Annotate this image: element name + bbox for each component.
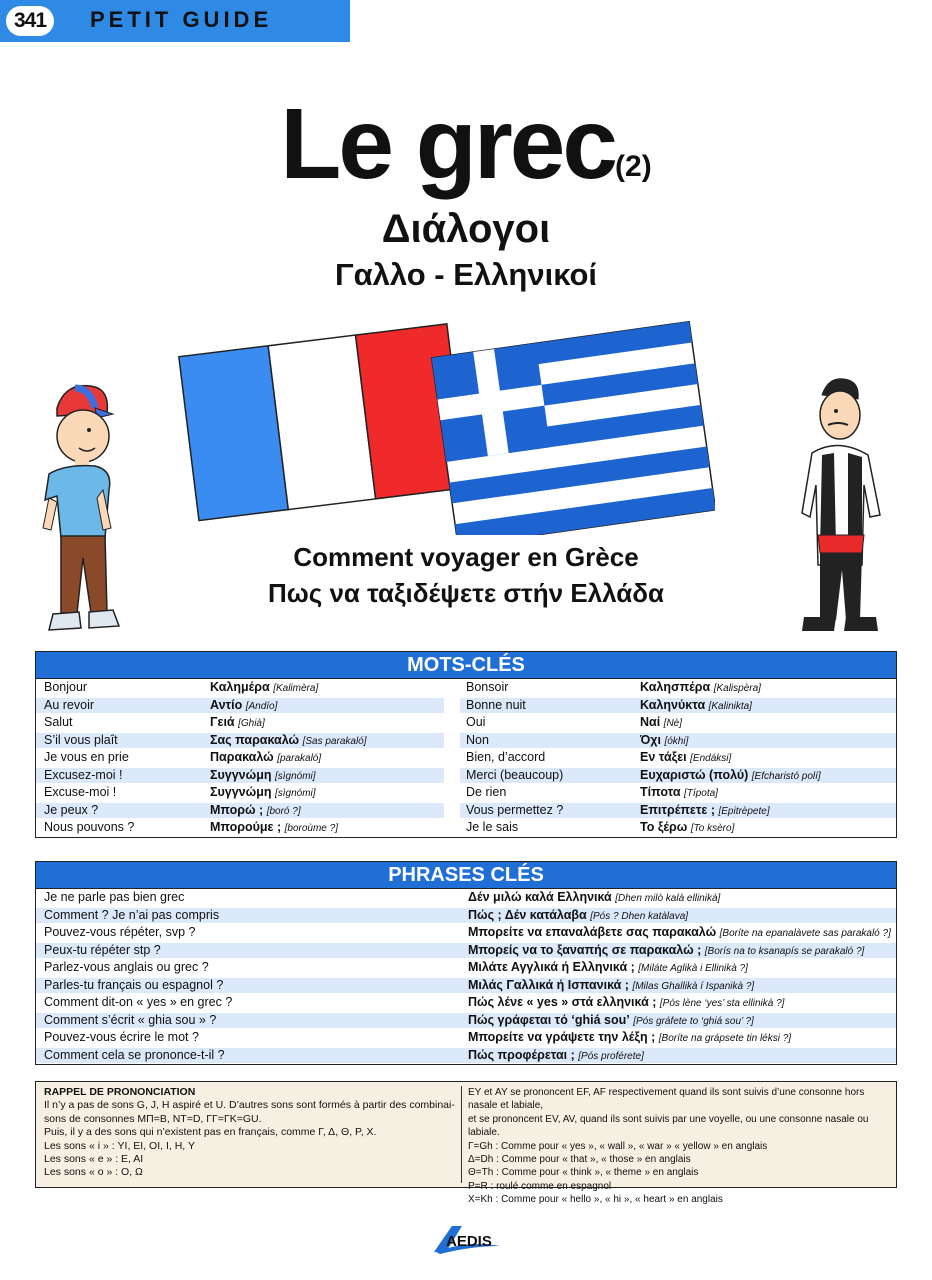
phrase-greek <box>468 889 720 908</box>
keyword-greek-word: Τίποτα <box>640 785 681 799</box>
keyword-greek <box>640 714 682 733</box>
keyword-row <box>36 732 896 750</box>
keyword-transliteration: [Ghià] <box>238 718 265 729</box>
greek-subtitle: Γαλλο - Ελληνικοί <box>334 257 598 292</box>
keyword-greek-word: Παρακαλώ <box>210 750 274 764</box>
keyword-greek-word: Αντίο <box>210 697 243 712</box>
keyword-transliteration: [Sas parakaló] <box>302 735 367 747</box>
phrase-french: Pouvez-vous répéter, svp ? <box>44 925 196 939</box>
keyword-greek <box>210 697 277 716</box>
flags-illustration <box>175 300 715 535</box>
keyword-greek-word: Συγγνώμη <box>210 785 272 799</box>
phrase-transliteration: [Boríte na epanalàvete sas parakaló ?] <box>719 928 891 939</box>
phrase-greek <box>468 924 891 943</box>
pronunciation-right <box>468 1086 896 1207</box>
keyword-french: Bonjour <box>44 680 88 694</box>
phrases-rows <box>36 889 896 1064</box>
page-title: Le grec$^{(2)}$ <box>280 88 652 200</box>
keywords-heading: MOTS-CLÉS <box>36 652 896 679</box>
logo-text: AEDIS <box>446 1233 492 1250</box>
keyword-french: Au revoir <box>44 697 95 712</box>
pronunciation-line: Il n’y a pas de sons G, J, H aspiré et U. D’autres sons sont formés à partir des combinai- <box>44 1099 455 1112</box>
keyword-greek <box>210 714 265 733</box>
keyword-transliteration: [Kalinikta] <box>708 700 752 712</box>
pronunciation-line: Χ=Kh : Comme pour « hello », « hi », « heart » en anglais <box>468 1194 723 1206</box>
keyword-greek <box>210 767 316 786</box>
phrase-greek-text: Πώς προφέρεται ; <box>468 1047 575 1062</box>
keywords-rows <box>36 679 896 837</box>
phrase-greek-text: Μιλάτε Αγγλικά ή Ελληνικά ; <box>468 960 635 974</box>
phrase-greek-text: Πώς ; Δέν κατάλαβα <box>468 907 587 922</box>
keyword-greek <box>210 784 316 803</box>
keyword-greek <box>640 697 752 716</box>
tagline-greek: Πως να ταξιδέψετε στήν Ελλάδα <box>267 578 665 608</box>
phrase-greek <box>468 994 784 1013</box>
keyword-french: S’il vous plaît <box>44 732 118 747</box>
phrases-heading: PHRASES CLÉS <box>36 862 896 889</box>
phrase-greek-text: Πώς λένε « yes » στά ελληνικά ; <box>468 995 657 1009</box>
keyword-french: Je le sais <box>466 820 519 834</box>
pronunciation-heading: RAPPEL DE PRONONCIATION <box>44 1086 196 1098</box>
phrase-transliteration: [Pós ? Dhen katàlava] <box>590 910 689 922</box>
keyword-french: Bonsoir <box>466 680 509 694</box>
publisher-logo <box>432 1222 502 1254</box>
pronunciation-line: sons de consonnes ΜΠ=B, ΝΤ=D, ΓΓ=ΓΚ=GU. <box>44 1112 262 1125</box>
keyword-greek <box>210 802 301 821</box>
series-tab <box>0 0 350 42</box>
keyword-greek-word: Όχι <box>640 732 661 747</box>
phrase-french: Comment ? Je n’ai pas compris <box>44 907 220 922</box>
phrase-greek <box>468 1047 644 1066</box>
phrase-row <box>36 1029 896 1047</box>
series-title: PETIT GUIDE <box>90 7 273 32</box>
phrase-greek-text: Μπορείτε να επαναλάβετε σας παρακαλώ <box>468 925 717 939</box>
phrase-row <box>36 889 896 907</box>
phrase-row <box>36 924 896 942</box>
phrase-row <box>36 942 896 960</box>
keyword-french: Excusez-moi ! <box>44 767 123 782</box>
keyword-greek-word: Μπορούμε ; <box>210 820 282 834</box>
keyword-greek-word: Μπορώ ; <box>210 802 264 817</box>
volume-number: (2) <box>615 150 652 183</box>
keyword-greek-word: Γειά <box>210 715 235 729</box>
phrase-greek-text: Μπορείτε να γράψετε την λέξη ; <box>468 1030 656 1044</box>
keyword-row <box>36 714 896 732</box>
keyword-french: De rien <box>466 785 507 799</box>
pronunciation-line: Les sons « i » : ΥΙ, ΕΙ, ΟΙ, Ι, Η, Υ <box>44 1139 195 1152</box>
phrase-greek <box>468 959 748 978</box>
keyword-row <box>36 819 896 837</box>
keyword-greek-word: Το ξέρω <box>640 820 688 834</box>
keyword-transliteration: [boroùme ?] <box>284 823 338 834</box>
keyword-greek-word: Καληνύκτα <box>640 697 706 712</box>
phrase-french: Comment cela se prononce-t-il ? <box>44 1047 225 1062</box>
phrase-transliteration: [Borís na to ksanapís se parakaló ?] <box>704 945 865 957</box>
phrase-row <box>36 1012 896 1030</box>
keyword-greek <box>210 732 367 751</box>
keyword-greek <box>640 749 731 768</box>
phrase-transliteration: [Pós gráfete to ‘ghiá sou’ ?] <box>633 1015 754 1027</box>
keyword-french: Oui <box>466 715 486 729</box>
keyword-transliteration: [Andío] <box>245 700 278 712</box>
phrase-french: Je ne parle pas bien grec <box>44 890 185 904</box>
keyword-transliteration: [Típota] <box>684 788 718 799</box>
keywords-table <box>35 651 897 838</box>
keyword-transliteration: [Efcharistó polí] <box>751 770 821 782</box>
keyword-row <box>36 784 896 802</box>
keyword-french: Bien, d’accord <box>466 750 546 764</box>
phrase-transliteration: [Boríte na grápsete tin léksi ?] <box>658 1033 792 1044</box>
keyword-greek <box>640 819 734 838</box>
pronunciation-line: Les sons « e » : Ε, ΑΙ <box>44 1153 144 1166</box>
keyword-greek-word: Ναί <box>640 715 661 729</box>
keyword-row <box>36 767 896 785</box>
keyword-transliteration: [Kalimèra] <box>273 683 319 694</box>
phrase-row <box>36 977 896 995</box>
phrase-french: Parlez-vous anglais ou grec ? <box>44 960 209 974</box>
keyword-french: Vous permettez ? <box>466 802 564 817</box>
tagline-french: Comment voyager en Grèce <box>293 542 639 572</box>
phrase-greek <box>468 1012 754 1031</box>
keyword-row <box>36 749 896 767</box>
phrase-row <box>36 959 896 977</box>
phrase-transliteration: [Milas Ghallikà í Ispanikà ?] <box>632 980 755 992</box>
keyword-transliteration: [Kalispèra] <box>713 683 761 694</box>
phrase-french: Parles-tu français ou espagnol ? <box>44 977 224 992</box>
keyword-greek <box>210 749 321 768</box>
keyword-transliteration: [sìgnómi] <box>274 770 316 782</box>
keyword-french: Bonne nuit <box>466 697 526 712</box>
phrase-transliteration: [Pós proférete] <box>578 1050 644 1062</box>
pronunciation-line: Les sons « o » : Ο, Ω <box>44 1166 143 1179</box>
keyword-french: Je vous en prie <box>44 750 129 764</box>
keyword-transliteration: [Epitrèpete] <box>718 805 770 817</box>
keyword-greek-word: Συγγνώμη <box>210 767 272 782</box>
phrase-row <box>36 907 896 925</box>
keyword-greek <box>640 679 761 698</box>
phrase-greek-text: Δέν μιλώ καλά Ελληνικά <box>468 890 612 904</box>
keyword-greek <box>640 732 688 751</box>
greek-flag <box>432 322 715 535</box>
phrase-greek-text: Μιλάς Γαλλικά ή Ισπανικά ; <box>468 977 629 992</box>
phrase-greek-text: Μπορείς να το ξαναπής σε παρακαλώ ; <box>468 942 702 957</box>
keyword-french: Salut <box>44 715 73 729</box>
phrases-table <box>35 861 897 1065</box>
greek-title: Διάλογοι <box>381 207 551 251</box>
keyword-greek-word: Καλησπέρα <box>640 680 711 694</box>
phrase-transliteration: [Miláte Aglikà i Ellinikà ?] <box>638 963 748 974</box>
phrase-greek <box>468 942 864 961</box>
keyword-french: Nous pouvons ? <box>44 820 135 834</box>
keyword-transliteration: [boró ?] <box>266 805 301 817</box>
pronunciation-line: Δ=Dh : Comme pour « that », « those » en anglais <box>468 1154 691 1166</box>
phrase-row <box>36 1047 896 1065</box>
phrase-french: Pouvez-vous écrire le mot ? <box>44 1030 199 1044</box>
keyword-greek-word: Καλημέρα <box>210 680 270 694</box>
pronunciation-line: Γ=Gh : Comme pour « yes », « wall », « war » « yellow » en anglais <box>468 1140 768 1152</box>
pronunciation-line: Puis, il y a des sons qui n’existent pas en français, comme Γ, Δ, Θ, Ρ, Χ. <box>44 1126 377 1139</box>
keyword-transliteration: [Nè] <box>663 718 683 729</box>
keyword-transliteration: [To ksèro] <box>690 823 735 834</box>
phrase-row <box>36 994 896 1012</box>
french-flag <box>179 324 467 521</box>
phrase-transliteration: [Dhen milò kalà ellinikà] <box>615 893 721 904</box>
keyword-greek <box>640 767 821 786</box>
keyword-row <box>36 802 896 820</box>
keyword-french: Excuse-moi ! <box>44 785 117 799</box>
phrase-greek <box>468 907 688 926</box>
pronunciation-line: et se prononcent EV, AV, quand ils sont suivis par une voyelle, ou une consonne nasale ou labiale. <box>468 1113 869 1139</box>
phrase-transliteration: [Pós lène ‘yes’ sta ellinikà ?] <box>659 998 785 1009</box>
keyword-transliteration: [parakaló] <box>277 753 322 764</box>
phrase-greek <box>468 1029 791 1048</box>
keyword-french: Merci (beaucoup) <box>466 767 564 782</box>
phrase-french: Comment dit-on « yes » en grec ? <box>44 995 233 1009</box>
keyword-french: Non <box>466 732 489 747</box>
keyword-greek <box>640 784 718 803</box>
keyword-greek-word: Ευχαριστώ (πολύ) <box>640 767 749 782</box>
keyword-greek <box>640 802 770 821</box>
phrase-greek-text: Πώς γράφεται τό ‘ghiá sou’ <box>468 1012 630 1027</box>
keyword-transliteration: [Endáksi] <box>690 753 732 764</box>
pronunciation-box <box>35 1081 897 1206</box>
keyword-greek-word: Εν τάξει <box>640 750 687 764</box>
phrase-greek <box>468 977 754 996</box>
keyword-transliteration: [sìgnómi] <box>274 788 316 799</box>
keyword-greek-word: Σας παρακαλώ <box>210 732 300 747</box>
pronunciation-line: Ρ=R : roulé comme en espagnol <box>468 1180 612 1192</box>
pronunciation-left <box>44 1086 455 1180</box>
phrase-french: Comment s’écrit « ghia sou » ? <box>44 1012 217 1027</box>
keyword-transliteration: [ókhi] <box>664 735 689 747</box>
pronunciation-line: ΕΥ et ΑΥ se prononcent EF, AF respectivement quand ils sont suivis d’une consonne hors nasale et labiale, <box>468 1087 865 1112</box>
pronunciation-divider <box>461 1086 462 1183</box>
pronunciation-line: Θ=Th : Comme pour « think », « theme » en anglais <box>468 1167 699 1179</box>
guide-number: 341 <box>6 6 54 36</box>
keyword-greek-word: Επιτρέπετε ; <box>640 802 715 817</box>
phrase-french: Peux-tu répéter stp ? <box>44 942 161 957</box>
keyword-greek <box>210 679 318 698</box>
keyword-french: Je peux ? <box>44 802 99 817</box>
keyword-row <box>36 697 896 715</box>
keyword-row <box>36 679 896 697</box>
keyword-greek <box>210 819 338 838</box>
